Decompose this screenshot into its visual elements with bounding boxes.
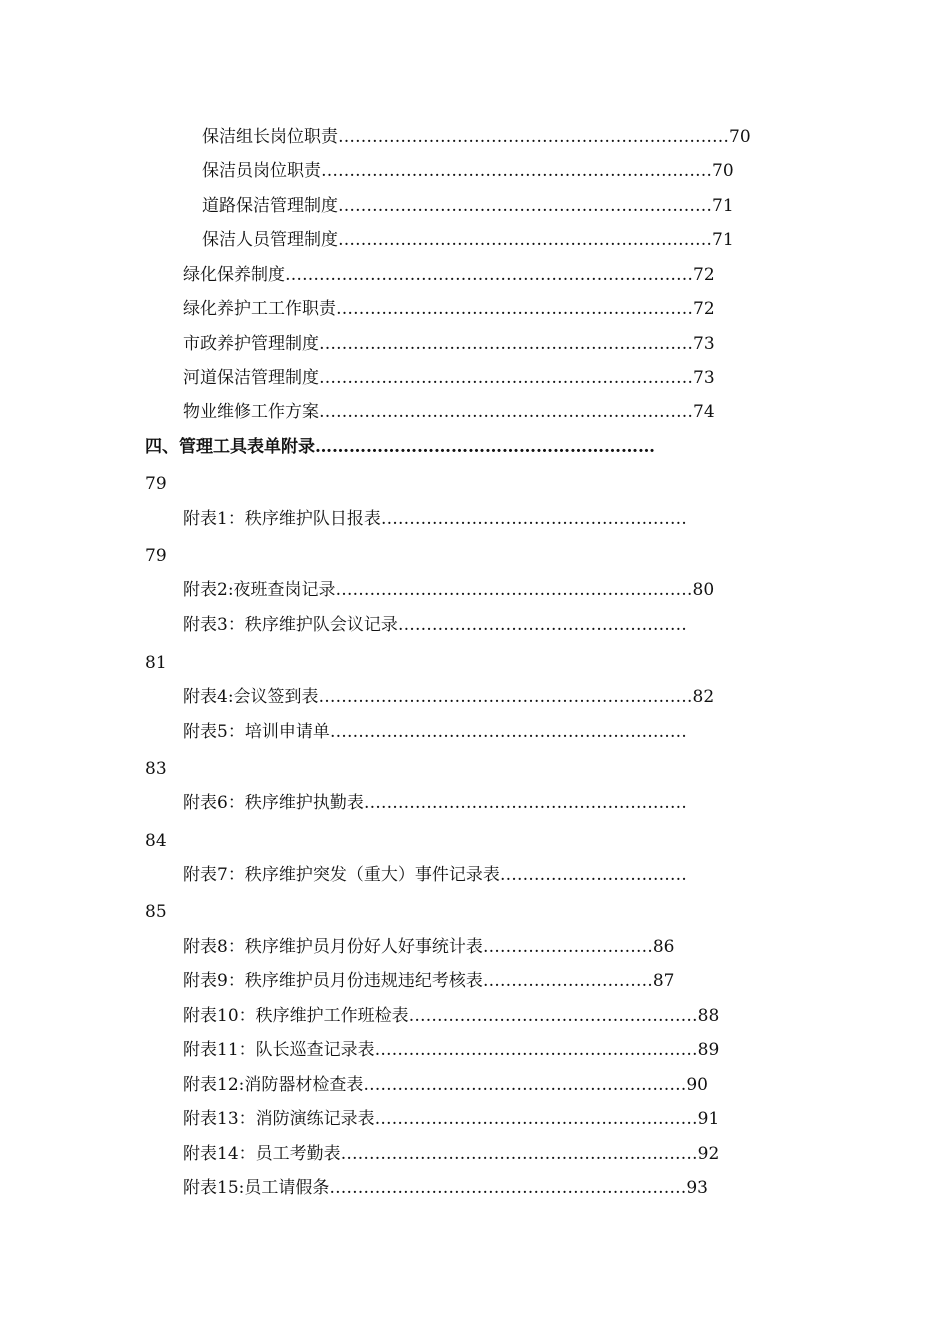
toc-page-number: 79 [145, 474, 167, 494]
toc-page-number: 81 [145, 653, 167, 673]
toc-entry: 附表3：秩序维护队会议记录…………………………………………… [183, 615, 687, 635]
toc-entry: 附表1：秩序维护队日报表……………………………………………… [183, 509, 687, 529]
toc-entry: 附表5：培训申请单……………………………………………………… [183, 722, 687, 742]
toc-entry: 物业维修工作方案…………………………………………………………74 [183, 402, 715, 422]
toc-entry: 绿化养护工工作职责………………………………………………………72 [183, 299, 715, 319]
toc-entry: 附表8：秩序维护员月份好人好事统计表…………………………86 [183, 937, 675, 957]
toc-entry: 附表11：队长巡查记录表…………………………………………………89 [183, 1040, 720, 1060]
toc-entry: 附表6：秩序维护执勤表………………………………………………… [183, 793, 687, 813]
toc-entry: 附表12:消防器材检查表…………………………………………………90 [183, 1075, 708, 1095]
toc-page-number: 85 [145, 902, 167, 922]
toc-entry: 附表13：消防演练记录表…………………………………………………91 [183, 1109, 720, 1129]
toc-entry: 道路保洁管理制度…………………………………………………………71 [202, 196, 734, 216]
toc-entry: 附表9：秩序维护员月份违规违纪考核表…………………………87 [183, 971, 675, 991]
toc-entry: 市政养护管理制度…………………………………………………………73 [183, 334, 715, 354]
toc-entry: 附表4:会议签到表…………………………………………………………82 [183, 687, 715, 707]
toc-page-number: 79 [145, 546, 167, 566]
toc-entry: 附表7：秩序维护突发（重大）事件记录表…………………………… [183, 865, 687, 885]
toc-page-number: 84 [145, 831, 167, 851]
toc-entry: 保洁人员管理制度…………………………………………………………71 [202, 230, 734, 250]
toc-entry: 附表14：员工考勤表………………………………………………………92 [183, 1144, 720, 1164]
toc-entry: 河道保洁管理制度…………………………………………………………73 [183, 368, 715, 388]
toc-entry: 附表10：秩序维护工作班检表……………………………………………88 [183, 1006, 720, 1026]
toc-entry: 保洁员岗位职责……………………………………………………………70 [202, 161, 734, 181]
toc-section-heading: 四、管理工具表单附录…………………………………………………… [145, 437, 655, 457]
toc-entry: 绿化保养制度………………………………………………………………72 [183, 265, 715, 285]
toc-entry: 保洁组长岗位职责……………………………………………………………70 [202, 127, 751, 147]
toc-page-number: 83 [145, 759, 167, 779]
toc-entry: 附表15:员工请假条………………………………………………………93 [183, 1178, 708, 1198]
toc-entry: 附表2:夜班查岗记录………………………………………………………80 [183, 580, 715, 600]
